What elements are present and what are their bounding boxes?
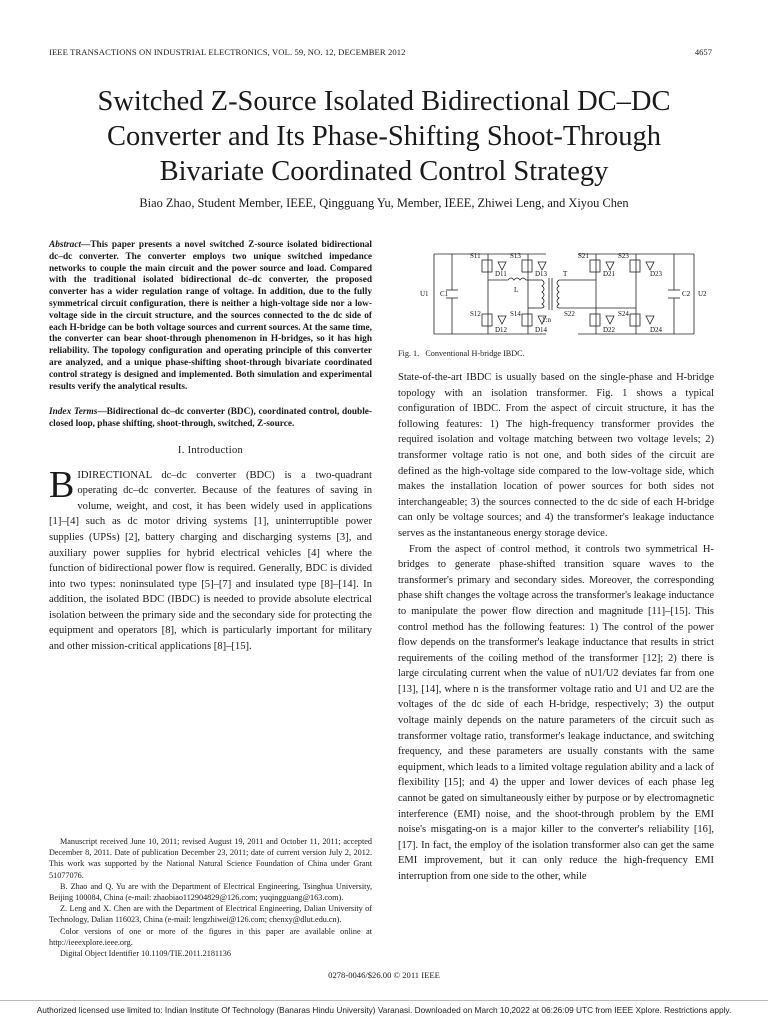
label-d22: D22 [603,326,616,334]
label-s24: S24 [618,310,629,318]
figure-caption-label: Fig. 1. [398,349,420,358]
label-s23: S23 [618,252,629,260]
title-line-3: Bivariate Coordinated Control Strategy [159,156,609,187]
index-terms-text: —Bidirectional dc–dc converter (BDC), coordinated control, double-closed loop, phase shifting, shoot-through, switched, Z-source. [49,407,372,430]
footnote-affil-2: Z. Leng and X. Chen are with the Department of Electrical Engineering, Dalian University of Technology, Dalian 116023, China (e-mail: lengzhiwei@126.com; chenxy@dlut.edu.cn). [49,904,372,925]
footnote-doi: Digital Object Identifier 10.1109/TIE.2011.2181136 [60,949,231,959]
figure-1-schematic [418,244,710,344]
right-column [398,370,714,885]
paper-title [40,84,728,189]
index-terms-lead: Index Terms [49,407,98,418]
body-paragraph-1: State-of-the-art IBDC is usually based on the single-phase and H-bridge topology with an isolation transformer. Fig. 1 shows a typical configuration of IBDC. From the aspect of circuit structure, it has the following features: 1) The high-frequency transformer provides the required isolation and voltage matching between two voltage levels; 2) transformer voltage ratio is not one, and both sides of the circuit are defined as the high-voltage side compared to the low-voltage side, which makes the installation location of power sources for both sides not interchangeable; 3) the sources connected to the dc side of each H-bridge can only be voltage sources; and 4) the transformer's leakage inductance serves as the instantaneous energy storage device. [398,372,714,539]
footnote-affil-1: B. Zhao and Q. Yu are with the Department of Electrical Engineering, Tsinghua University, Beijing 100084, China (e-mail: zhaobiao112904829@126.com; yuqingguang@163.com). [49,881,372,903]
title-line-2: Converter and Its Phase-Shifting Shoot-Through [106,121,662,152]
label-s22: S22 [564,310,575,318]
running-header: IEEE TRANSACTIONS ON INDUSTRIAL ELECTRONICS, VOL. 59, NO. 12, DECEMBER 2012 [49,47,406,57]
label-l: L [514,286,519,294]
label-s11: S11 [470,252,481,260]
footnote-manuscript: Manuscript received June 10, 2011; revised August 19, 2011 and October 11, 2011; accepted December 8, 2011. Date of publication December 23, 2011; date of current version July 2, 2012. This work was supported by the National Natural Science Foundation of China under Grant 51077076. [49,837,372,880]
label-d14: D14 [535,326,548,334]
author-line: Biao Zhao, Student Member, IEEE, Qingguang Yu, Member, IEEE, Zhiwei Leng, and Xiyou Chen [139,196,629,210]
abstract [49,240,372,393]
label-d13: D13 [535,270,548,278]
issn-line: 0278-0046/$26.00 © 2011 IEEE [328,970,440,980]
label-u1: U1 [420,290,429,298]
footnote-color: Color versions of one or more of the figures in this paper are available online at http://ieeexplore.ieee.org. [49,926,372,947]
label-d11: D11 [495,270,507,278]
label-t: T [563,270,568,278]
label-d12: D12 [495,326,508,334]
index-terms [49,407,372,431]
page-number: 4657 [694,47,712,57]
label-ratio: 1:n [542,316,551,324]
label-u2: U2 [698,290,707,298]
title-line-1: Switched Z-Source Isolated Bidirectional DC–DC [97,86,671,117]
figure-caption-text: Conventional H-bridge IBDC. [425,349,525,358]
label-d23: D23 [650,270,663,278]
label-s14: S14 [510,310,521,318]
abstract-text: —This paper presents a novel switched Z-source isolated bidirectional dc–dc converter. The converter employs two unique switched impedance networks to couple the main circuit and the power source and load. Compared with the traditional isolated bidirectional dc–dc converter, the proposed converter has a wider regulation range of voltage. In addition, due to the fully symmetrical circuit configuration, there is neither a high-voltage side nor a low-voltage side in the circuit structure, and the sources connected to the dc side of each H-bridge can be both voltage sources and current sources. At the same time, the converter can bear shoot-through phenomenon in H-bridges, so it has high reliability. The topology configuration and operating principle of this converter are analyzed, and a unique phase-shifting shoot-through bivariate coordinated control strategy is designed and implemented. Both simulation and experimental results verify the analytical results. [49,240,372,392]
label-d21: D21 [603,270,616,278]
label-c2: C2 [682,290,691,298]
drop-cap: B [49,463,75,506]
abstract-lead: Abstract [49,240,82,250]
label-c1: C1 [440,290,449,298]
label-s13: S13 [510,252,521,260]
left-column [49,240,372,655]
footer-divider [0,1000,768,1001]
label-d24: D24 [650,326,663,334]
intro-paragraph [49,463,372,655]
label-s12: S12 [470,310,481,318]
section-heading: I. Introduction [177,444,244,456]
label-s21: S21 [578,252,589,260]
footnotes [49,836,372,959]
figure-caption [398,349,525,358]
license-notice: Authorized licensed use limited to: Indian Institute Of Technology (Banaras Hindu University) Varanasi. Downloaded on March 10,2022 at 06:26:09 UTC from IEEE Xplore. Restrictions apply. [36,1005,732,1015]
intro-text: IDIRECTIONAL dc–dc converter (BDC) is a two-quadrant operating dc–dc converter. Because of the features of saving in volume, weight, and cost, it has been widely used in applications [1]–[4] such as dc motor driving systems [1], uninterruptible power supplies (UPSs) [2], battery charging and discharging systems [3], and auxiliary power supplies for hybrid electrical vehicles [4] where the function of bidirectional power flow is required. Generally, BDC is divided into two types: noninsulated type [5]–[7] and insulated type [8]–[14]. In addition, the isolated BDC (IBDC) is needed to provide absolute electrical isolation between the primary side and the secondary side for protecting the equipment and operators [8], which is particularly important for military and other mission-critical applications [8]–[15]. [49,469,372,653]
body-paragraph-2: From the aspect of control method, it controls two symmetrical H-bridges to generate phase-shifted transition square waves to the transformer's primary and secondary sides. Moreover, the corresponding phase shift changes the voltage across the transformer's leakage inductance to manipulate the power flow direction and magnitude [11]–[15]. This control method has the following features: 1) The control of the power flow depends on the transformer's leakage inductance that results in strict requirements of the coiling method of the transformer [12]; 2) there is large circulating current when the value of nU1/U2 deviates far from one [13], [14], where n is the transformer voltage ratio and U1 and U2 are the voltages of the dc side of each H-bridge, respectively; 3) the output voltage mainly depends on the nature parameters of the circuit such as transformer voltage ratio, transformer's leakage inductance, and switching frequency, and these parameters are usually constants with the same equipment, which leads to a limited voltage regulation ability and a lack of flexibility [15]; and 4) the upper and lower devices of each phase leg cannot be gated on simultaneously either by purpose or by electromagnetic interference (EMI) noise, and the shoot-through problem by the EMI noise's misgating-on is a major killer to the converter's reliability [16], [17]. In fact, the employ of the isolation transformer also can get the same EMI improvement, but it can only reduce the high-frequency EMI interruption from one side to the other, while [398,543,714,882]
